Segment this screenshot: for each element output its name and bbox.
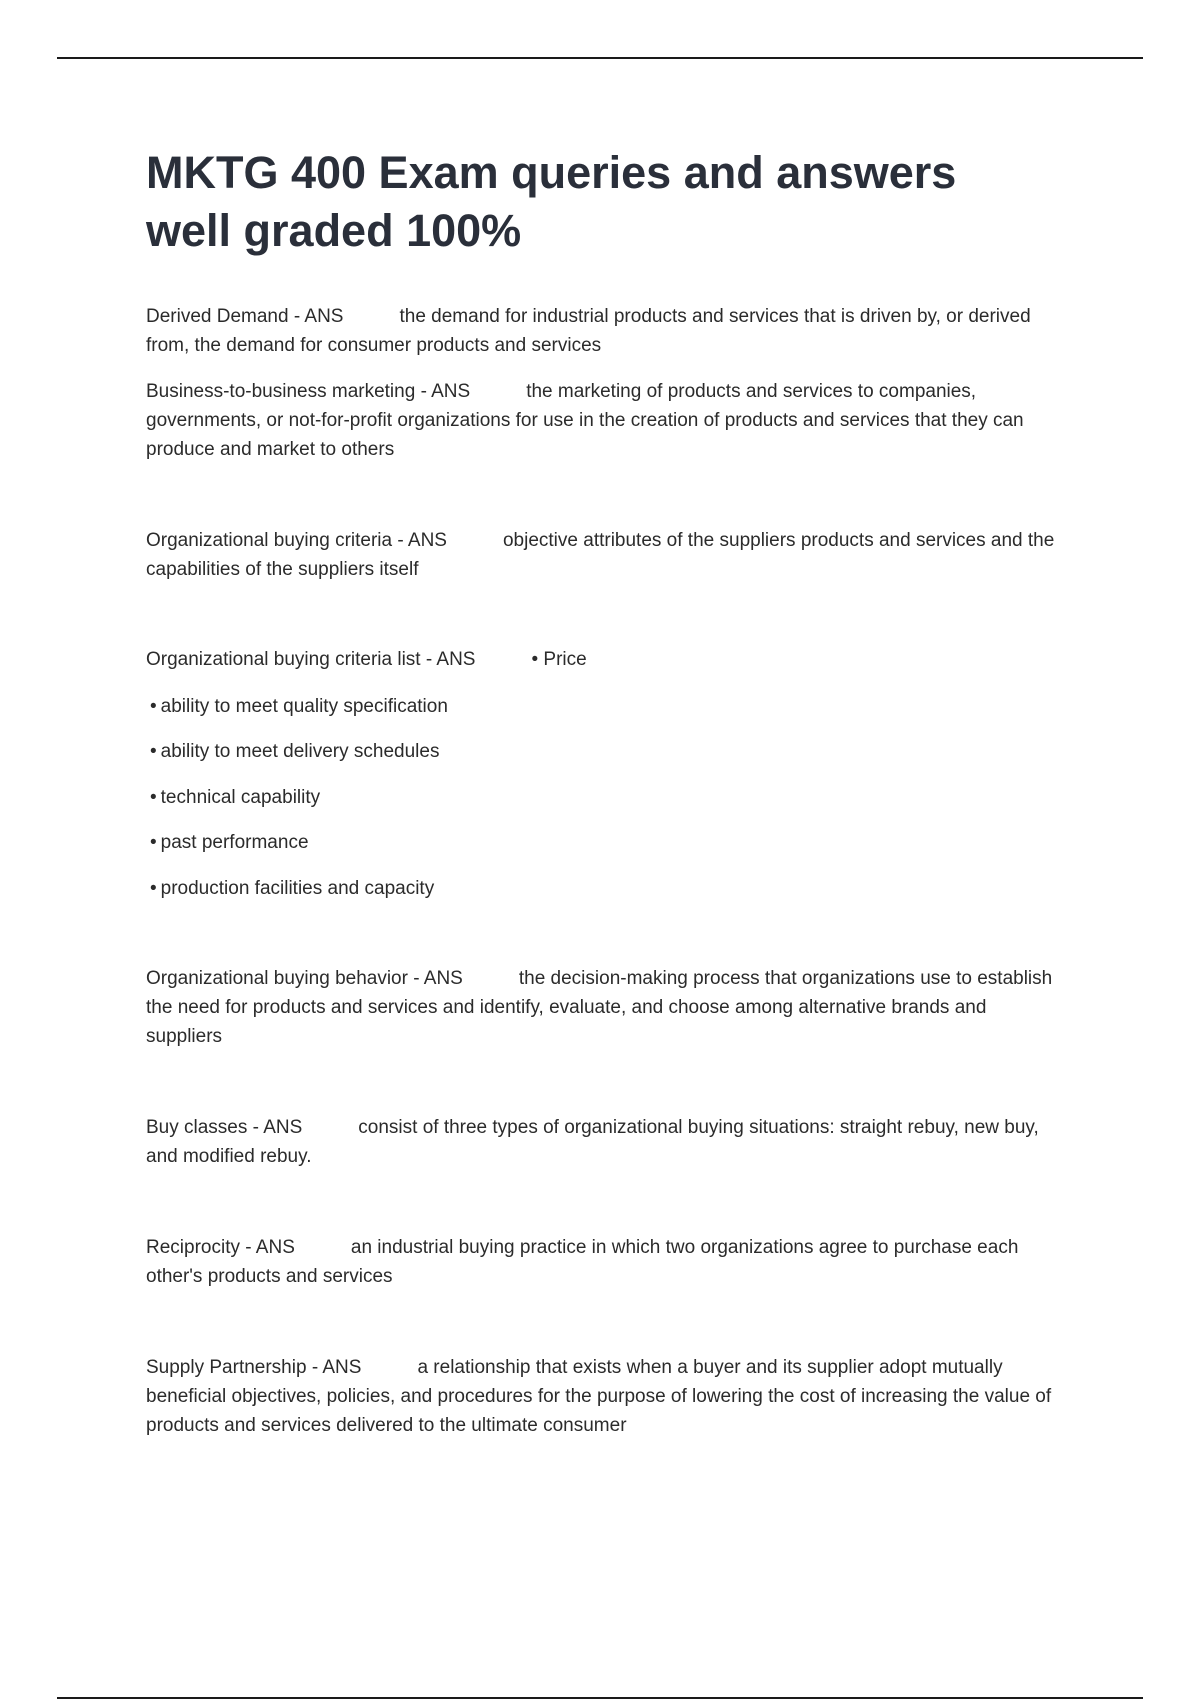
bullet-icon: •	[150, 878, 157, 899]
entry-definition: the demand for industrial products and services that is driven by, or derived from, the demand for consumer products and services	[146, 306, 1031, 356]
bullet-icon: •	[150, 832, 157, 853]
top-rule	[57, 57, 1143, 59]
entry-term: Organizational buying criteria - ANS	[146, 530, 447, 551]
entry-term: Business-to-business marketing - ANS	[146, 381, 471, 402]
bullet-icon: •	[150, 741, 157, 762]
entry-definition: the decision-making process that organizations use to establish the need for products and services and identify, evaluate, and choose among alternative brands and suppliers	[146, 968, 1053, 1047]
entry-buy-classes	[146, 1113, 1061, 1171]
list-item	[150, 874, 434, 903]
entry-derived-demand	[146, 302, 1061, 360]
document-title: MKTG 400 Exam queries and answers well graded 100%	[146, 147, 957, 256]
entry-definition: consist of three types of organizational buying situations: straight rebuy, new buy, and modified rebuy.	[146, 1117, 1039, 1167]
entry-reciprocity	[146, 1233, 1061, 1291]
entry-definition: objective attributes of the suppliers products and services and the capabilities of the suppliers itself	[146, 530, 1055, 580]
entry-definition: a relationship that exists when a buyer and its supplier adopt mutually beneficial objectives, policies, and procedures for the purpose of lowering the cost of increasing the value of products and services delivered to the ultimate consumer	[146, 1357, 1052, 1436]
entry-b2b-marketing	[146, 377, 1061, 464]
list-item-text: ability to meet quality specification	[160, 696, 448, 717]
list-item	[150, 828, 309, 857]
list-item	[150, 783, 320, 812]
entry-term: Reciprocity - ANS	[146, 1237, 295, 1258]
entry-term: Organizational buying criteria list - ANS	[146, 649, 476, 670]
entry-term: Supply Partnership - ANS	[146, 1357, 362, 1378]
entry-term: Buy classes - ANS	[146, 1117, 303, 1138]
list-item-text: past performance	[160, 832, 309, 853]
bullet-icon: •	[150, 696, 157, 717]
entry-org-buying-criteria-list	[146, 645, 1061, 674]
list-item-text: ability to meet delivery schedules	[160, 741, 440, 762]
list-item-text: technical capability	[160, 787, 321, 808]
entry-org-buying-behavior	[146, 964, 1061, 1051]
entry-supply-partnership	[146, 1353, 1061, 1440]
bottom-rule	[57, 1697, 1143, 1699]
entry-definition: • Price	[531, 649, 587, 670]
bullet-icon: •	[150, 787, 157, 808]
list-item	[150, 737, 439, 766]
entry-definition: the marketing of products and services to companies, governments, or not-for-profit organizations for use in the creation of products and services that they can produce and market to others	[146, 381, 1024, 460]
entry-org-buying-criteria	[146, 526, 1061, 584]
entry-definition: an industrial buying practice in which two organizations agree to purchase each other's products and services	[146, 1237, 1019, 1287]
entry-term: Derived Demand - ANS	[146, 306, 344, 327]
list-item-text: production facilities and capacity	[160, 878, 435, 899]
list-item	[150, 692, 448, 721]
entry-term: Organizational buying behavior - ANS	[146, 968, 463, 989]
